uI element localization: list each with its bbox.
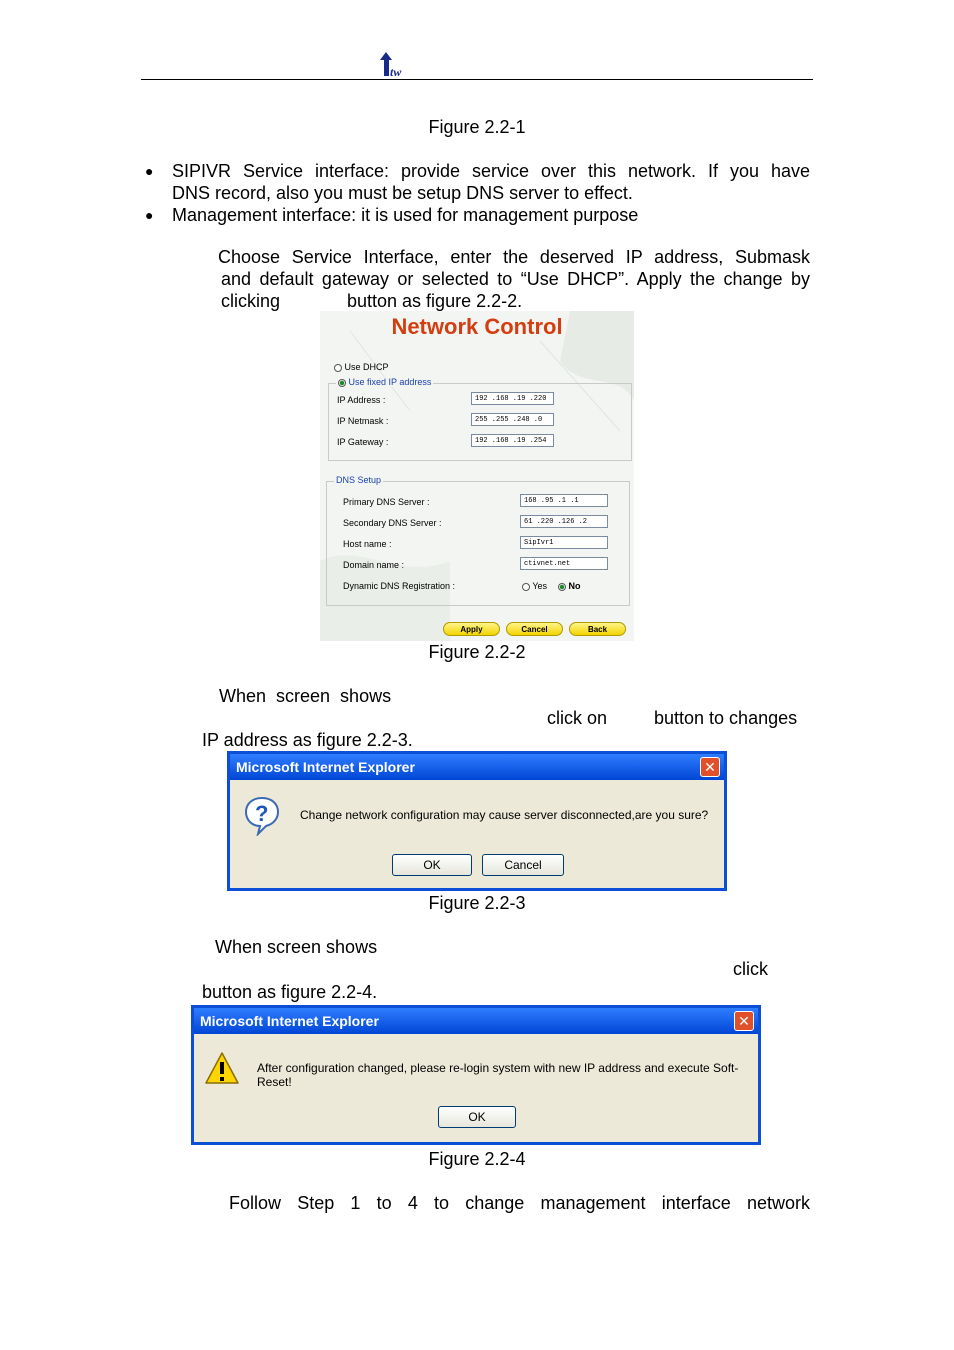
figure-caption-2-2-2: Figure 2.2-2 xyxy=(428,642,526,662)
close-icon[interactable]: ✕ xyxy=(700,757,720,777)
domain-name-label: Domain name : xyxy=(343,560,405,570)
question-icon xyxy=(244,796,280,841)
use-dhcp-label: Use DHCP xyxy=(344,362,389,372)
dialog-message: Change network configuration may cause server disconnected,are you sure? xyxy=(300,808,709,822)
figure-caption-2-2-3: Figure 2.2-3 xyxy=(428,893,526,913)
cancel-button[interactable]: Cancel xyxy=(482,854,564,876)
bullet-service-line1: SIPIVR Service interface: provide service over this network. If you have xyxy=(172,161,810,181)
secondary-dns-label: Secondary DNS Server : xyxy=(343,518,442,528)
para3-line1: When screen shows xyxy=(215,937,378,957)
ip-address-input[interactable]: 192 .168 .19 .220 xyxy=(471,392,554,405)
confirm-dialog xyxy=(227,751,727,891)
cancel-button[interactable]: Cancel xyxy=(506,622,563,636)
svg-text:tw: tw xyxy=(390,65,402,78)
para4-line1: Follow Step 1 to 4 to change management interface network xyxy=(229,1193,810,1213)
bullet-service-line2: DNS record, also you must be setup DNS server to effect. xyxy=(172,183,633,203)
radio-selected-icon[interactable] xyxy=(338,379,346,387)
info-dialog xyxy=(191,1005,761,1145)
header-rule xyxy=(141,79,813,80)
ddns-no-option[interactable] xyxy=(558,581,581,591)
radio-selected-icon[interactable] xyxy=(558,583,566,591)
bullet-management: Management interface: it is used for management purpose xyxy=(172,205,639,225)
para1-line1: Choose Service Interface, enter the deserved IP address, Submask xyxy=(218,247,810,267)
ddns-yes-label: Yes xyxy=(532,581,548,591)
radio-icon[interactable] xyxy=(522,583,530,591)
ddns-no-label: No xyxy=(568,581,581,591)
ip-netmask-input[interactable]: 255 .255 .248 .0 xyxy=(471,413,554,426)
ok-button[interactable]: OK xyxy=(392,854,472,876)
ddns-yes-option[interactable] xyxy=(522,581,547,591)
svg-text:?: ? xyxy=(255,801,269,826)
close-icon[interactable]: ✕ xyxy=(734,1011,754,1031)
ip-gateway-label: IP Gateway : xyxy=(337,437,389,447)
back-button[interactable]: Back xyxy=(569,622,626,636)
dialog-title: Microsoft Internet Explorer xyxy=(230,754,724,780)
para1-line3b: button as figure 2.2-2. xyxy=(347,291,523,311)
primary-dns-input[interactable]: 168 .95 .1 .1 xyxy=(520,494,608,507)
ip-address-label: IP Address : xyxy=(337,395,386,405)
para1-line3a: clicking xyxy=(221,291,281,311)
ip-netmask-label: IP Netmask : xyxy=(337,416,389,426)
dns-setup-legend: DNS Setup xyxy=(336,475,382,485)
para1-line2: and default gateway or selected to “Use DHCP”. Apply the change by xyxy=(221,269,810,289)
ddns-label: Dynamic DNS Registration : xyxy=(343,581,456,591)
figure-caption-2-2-4: Figure 2.2-4 xyxy=(428,1149,526,1169)
domain-name-input[interactable]: ctivnet.net xyxy=(520,557,608,570)
para2-line2a: click on xyxy=(547,708,608,728)
para2-line1: When screen shows xyxy=(219,686,392,706)
company-logo xyxy=(378,50,406,78)
network-control-title: Network Control xyxy=(391,314,563,339)
host-name-label: Host name : xyxy=(343,539,392,549)
secondary-dns-input[interactable]: 61 .220 .126 .2 xyxy=(520,515,608,528)
para3-line3: button as figure 2.2-4. xyxy=(202,982,378,1002)
primary-dns-label: Primary DNS Server : xyxy=(343,497,430,507)
use-fixed-ip-label: Use fixed IP address xyxy=(348,377,432,387)
warning-icon xyxy=(204,1050,240,1091)
use-fixed-ip-option[interactable] xyxy=(336,377,433,387)
ok-button[interactable]: OK xyxy=(438,1106,516,1128)
ip-gateway-input[interactable]: 192 .168 .19 .254 xyxy=(471,434,554,447)
dialog-title: Microsoft Internet Explorer xyxy=(194,1008,758,1034)
para3-line2: click xyxy=(733,959,768,979)
network-control-panel xyxy=(320,311,634,641)
dialog-message: After configuration changed, please re-login system with new IP address and execute Soft-Reset! xyxy=(257,1061,739,1089)
figure-caption-2-2-1: Figure 2.2-1 xyxy=(428,117,526,137)
para2-line3: IP address as figure 2.2-3. xyxy=(202,730,413,750)
host-name-input[interactable]: SipIvr1 xyxy=(520,536,608,549)
use-dhcp-option[interactable] xyxy=(334,362,389,372)
bullet-icon: ● xyxy=(145,163,154,179)
apply-button[interactable]: Apply xyxy=(443,622,500,636)
para2-line2b: button to changes xyxy=(654,708,798,728)
bullet-icon: ● xyxy=(145,207,154,223)
radio-icon[interactable] xyxy=(334,364,342,372)
